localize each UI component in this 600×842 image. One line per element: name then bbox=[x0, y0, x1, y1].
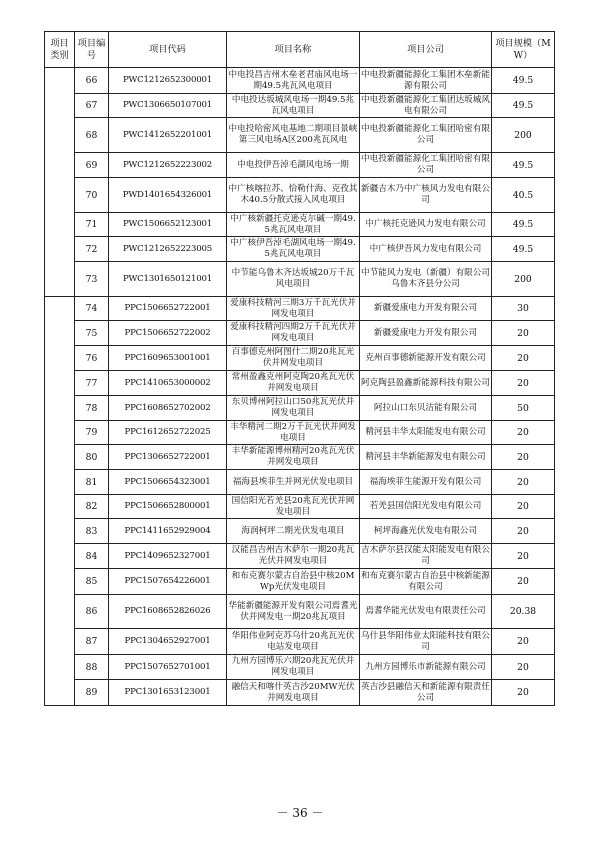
table-row bbox=[45, 262, 555, 297]
header-category: 项目类别 bbox=[45, 32, 75, 68]
name-cell: 中电投哈密风电基地二期项目景峡第三风电场A区200兆瓦风电 bbox=[227, 118, 360, 153]
code-cell: PPC1507652701001 bbox=[109, 655, 227, 680]
number-cell: 87 bbox=[75, 629, 109, 655]
name-cell: 中节能乌鲁木齐达坂城20万千瓦风电项目 bbox=[227, 262, 360, 297]
name-cell: 国信阳光若羌县20兆瓦光伏并网发电项目 bbox=[227, 495, 360, 519]
name-cell: 东贝博州阿拉山口50兆瓦光伏并网发电项目 bbox=[227, 396, 360, 421]
table-row bbox=[45, 680, 555, 706]
table-row bbox=[45, 445, 555, 470]
code-cell: PPC1506654323001 bbox=[109, 470, 227, 495]
number-cell: 68 bbox=[75, 118, 109, 153]
name-cell: 爱康科技精河三期3万千瓦光伏并网发电项目 bbox=[227, 297, 360, 321]
company-cell: 阿拉山口东贝洁能有限公司 bbox=[360, 396, 492, 421]
scale-cell: 20 bbox=[492, 346, 555, 371]
number-cell: 78 bbox=[75, 396, 109, 421]
name-cell: 九州方园博乐六期20兆瓦光伏并网发电项目 bbox=[227, 655, 360, 680]
code-cell: PPC1608652702002 bbox=[109, 396, 227, 421]
table-row bbox=[45, 544, 555, 569]
table-row bbox=[45, 519, 555, 544]
code-cell: PPC1608652826026 bbox=[109, 595, 227, 629]
company-cell: 中节能风力发电（新疆）有限公司乌鲁木齐县分公司 bbox=[360, 262, 492, 297]
header-company: 项目公司 bbox=[360, 32, 492, 68]
number-cell: 75 bbox=[75, 321, 109, 346]
scale-cell: 20 bbox=[492, 680, 555, 706]
scale-cell: 20 bbox=[492, 544, 555, 569]
number-cell: 80 bbox=[75, 445, 109, 470]
code-cell: PPC1411652929004 bbox=[109, 519, 227, 544]
company-cell: 中电投新疆能源化工集团木垒新能源有限公司 bbox=[360, 68, 492, 94]
project-table bbox=[44, 31, 555, 706]
code-cell: PWC1212652223002 bbox=[109, 153, 227, 178]
code-cell: PPC1304652927001 bbox=[109, 629, 227, 655]
company-cell: 中广核托克逊风力发电有限公司 bbox=[360, 213, 492, 237]
code-cell: PWC1301650121001 bbox=[109, 262, 227, 297]
scale-cell: 40.5 bbox=[492, 178, 555, 213]
company-cell: 焉耆华能光伏发电有限责任公司 bbox=[360, 595, 492, 629]
name-cell: 华能新疆能源开发有限公司焉耆光伏并网发电一期20兆瓦项目 bbox=[227, 595, 360, 629]
name-cell: 常州盈鑫克州阿克陶20兆瓦光伏并网发电项目 bbox=[227, 371, 360, 396]
category-cell bbox=[45, 297, 75, 706]
number-cell: 72 bbox=[75, 237, 109, 262]
code-cell: PWD1401654326001 bbox=[109, 178, 227, 213]
code-cell: PPC1609653001001 bbox=[109, 346, 227, 371]
scale-cell: 20 bbox=[492, 321, 555, 346]
company-cell: 阿克陶县盈鑫新能源科技有限公司 bbox=[360, 371, 492, 396]
header-code: 项目代码 bbox=[109, 32, 227, 68]
table-header-row bbox=[45, 32, 555, 68]
table-row bbox=[45, 178, 555, 213]
code-cell: PPC1301653123001 bbox=[109, 680, 227, 706]
header-scale: 项目规模（MW） bbox=[492, 32, 555, 68]
name-cell: 丰华新能源博州精河20兆瓦光伏并网发电项目 bbox=[227, 445, 360, 470]
scale-cell: 20 bbox=[492, 495, 555, 519]
number-cell: 67 bbox=[75, 94, 109, 118]
company-cell: 和布克赛尔蒙古自治县中核新能源有限公司 bbox=[360, 569, 492, 595]
name-cell: 百事德克州阿图什二期20兆瓦光伏并网发电项目 bbox=[227, 346, 360, 371]
company-cell: 柯坪海鑫光伏发电有限公司 bbox=[360, 519, 492, 544]
table-row bbox=[45, 655, 555, 680]
header-name: 项目名称 bbox=[227, 32, 360, 68]
table-row bbox=[45, 569, 555, 595]
scale-cell: 20 bbox=[492, 519, 555, 544]
table-row bbox=[45, 495, 555, 519]
name-cell: 中广核新疆托克逊克尔碱一期49.5兆瓦风电项目 bbox=[227, 213, 360, 237]
code-cell: PPC1410653000002 bbox=[109, 371, 227, 396]
scale-cell: 200 bbox=[492, 118, 555, 153]
number-cell: 70 bbox=[75, 178, 109, 213]
name-cell: 中电投昌吉州木垒老君庙风电场一期49.5兆瓦风电项目 bbox=[227, 68, 360, 94]
project-table-container bbox=[44, 31, 554, 706]
page-number: － 36 － bbox=[276, 806, 324, 820]
table-row bbox=[45, 421, 555, 445]
table-row bbox=[45, 68, 555, 94]
name-cell: 爱康科技精河四期2万千瓦光伏并网发电项目 bbox=[227, 321, 360, 346]
number-cell: 79 bbox=[75, 421, 109, 445]
code-cell: PWC1412652201001 bbox=[109, 118, 227, 153]
table-row bbox=[45, 118, 555, 153]
company-cell: 精河县丰华太阳能发电有限公司 bbox=[360, 421, 492, 445]
code-cell: PWC1306650107001 bbox=[109, 94, 227, 118]
category-cell bbox=[45, 68, 75, 297]
number-cell: 76 bbox=[75, 346, 109, 371]
company-cell: 中电投新疆能源化工集团哈密有限公司 bbox=[360, 118, 492, 153]
code-cell: PPC1409652327001 bbox=[109, 544, 227, 569]
table-row bbox=[45, 237, 555, 262]
scale-cell: 20 bbox=[492, 470, 555, 495]
company-cell: 克州百事德新能源开发有限公司 bbox=[360, 346, 492, 371]
header-number: 项目编号 bbox=[75, 32, 109, 68]
code-cell: PPC1506652722002 bbox=[109, 321, 227, 346]
code-cell: PPC1506652800001 bbox=[109, 495, 227, 519]
name-cell: 华阳伟业阿克苏乌什20兆瓦光伏电站发电项目 bbox=[227, 629, 360, 655]
name-cell: 汉能昌吉州吉木萨尔一期20兆瓦光伏并网发电项目 bbox=[227, 544, 360, 569]
name-cell: 中电投达坂城风电场一期49.5兆瓦风电项目 bbox=[227, 94, 360, 118]
code-cell: PWC1506652123001 bbox=[109, 213, 227, 237]
number-cell: 81 bbox=[75, 470, 109, 495]
company-cell: 中广核伊吾风力发电有限公司 bbox=[360, 237, 492, 262]
scale-cell: 30 bbox=[492, 297, 555, 321]
name-cell: 海润柯坪二期光伏发电项目 bbox=[227, 519, 360, 544]
number-cell: 88 bbox=[75, 655, 109, 680]
number-cell: 85 bbox=[75, 569, 109, 595]
company-cell: 精河县丰华新能源发电有限公司 bbox=[360, 445, 492, 470]
table-row bbox=[45, 346, 555, 371]
table-row bbox=[45, 371, 555, 396]
number-cell: 84 bbox=[75, 544, 109, 569]
name-cell: 中电投伊吾淖毛湖风电场一期 bbox=[227, 153, 360, 178]
company-cell: 九州方园博乐市新能源有限公司 bbox=[360, 655, 492, 680]
scale-cell: 49.5 bbox=[492, 153, 555, 178]
company-cell: 新疆吉木乃中广核风力发电有限公司 bbox=[360, 178, 492, 213]
table-row bbox=[45, 595, 555, 629]
scale-cell: 20 bbox=[492, 655, 555, 680]
number-cell: 73 bbox=[75, 262, 109, 297]
scale-cell: 50 bbox=[492, 396, 555, 421]
name-cell: 中广核喀拉苏、恰勒什海、克孜其木40.5分散式接入风电项目 bbox=[227, 178, 360, 213]
table-row bbox=[45, 94, 555, 118]
name-cell: 和布克赛尔蒙古自治县中核20MWp光伏发电项目 bbox=[227, 569, 360, 595]
company-cell: 福海埃菲生能源开发有限公司 bbox=[360, 470, 492, 495]
scale-cell: 49.5 bbox=[492, 237, 555, 262]
number-cell: 82 bbox=[75, 495, 109, 519]
company-cell: 若羌县国信阳光发电有限公司 bbox=[360, 495, 492, 519]
scale-cell: 200 bbox=[492, 262, 555, 297]
code-cell: PPC1306652722001 bbox=[109, 445, 227, 470]
number-cell: 66 bbox=[75, 68, 109, 94]
code-cell: PWC1212652223005 bbox=[109, 237, 227, 262]
table-row bbox=[45, 629, 555, 655]
number-cell: 74 bbox=[75, 297, 109, 321]
scale-cell: 20 bbox=[492, 371, 555, 396]
table-row bbox=[45, 321, 555, 346]
table-row bbox=[45, 396, 555, 421]
table-body bbox=[45, 68, 555, 706]
code-cell: PPC1612652722025 bbox=[109, 421, 227, 445]
number-cell: 89 bbox=[75, 680, 109, 706]
name-cell: 福海县埃菲生并网光伏发电项目 bbox=[227, 470, 360, 495]
scale-cell: 20 bbox=[492, 629, 555, 655]
scale-cell: 20 bbox=[492, 445, 555, 470]
number-cell: 86 bbox=[75, 595, 109, 629]
table-row bbox=[45, 213, 555, 237]
scale-cell: 20 bbox=[492, 569, 555, 595]
number-cell: 77 bbox=[75, 371, 109, 396]
scale-cell: 20.38 bbox=[492, 595, 555, 629]
number-cell: 69 bbox=[75, 153, 109, 178]
code-cell: PPC1506652722001 bbox=[109, 297, 227, 321]
scale-cell: 49.5 bbox=[492, 94, 555, 118]
name-cell: 丰华精河二期2万千瓦光伏并网发电项目 bbox=[227, 421, 360, 445]
name-cell: 中广核伊吾淖毛湖风电场一期49.5兆瓦风电项目 bbox=[227, 237, 360, 262]
scale-cell: 49.5 bbox=[492, 68, 555, 94]
number-cell: 83 bbox=[75, 519, 109, 544]
company-cell: 新疆爱康电力开发有限公司 bbox=[360, 321, 492, 346]
scale-cell: 20 bbox=[492, 421, 555, 445]
company-cell: 新疆爱康电力开发有限公司 bbox=[360, 297, 492, 321]
code-cell: PWC1212652300001 bbox=[109, 68, 227, 94]
scale-cell: 49.5 bbox=[492, 213, 555, 237]
company-cell: 中电投新疆能源化工集团哈密有限公司 bbox=[360, 153, 492, 178]
company-cell: 中电投新疆能源化工集团达坂城风电有限公司 bbox=[361, 94, 490, 116]
table-row bbox=[45, 153, 555, 178]
table-row bbox=[45, 297, 555, 321]
code-cell: PPC1507654226001 bbox=[109, 569, 227, 595]
company-cell: 吉木萨尔县汉能太阳能发电有限公司 bbox=[360, 544, 492, 569]
number-cell: 71 bbox=[75, 213, 109, 237]
company-cell: 乌什县华阳伟业太阳能科技有限公司 bbox=[360, 629, 492, 655]
company-cell: 英吉沙县融信天和新能源有限责任公司 bbox=[360, 680, 492, 706]
name-cell: 融信天和喀什英吉沙20MW光伏并网发电项目 bbox=[227, 680, 360, 706]
table-row bbox=[45, 470, 555, 495]
